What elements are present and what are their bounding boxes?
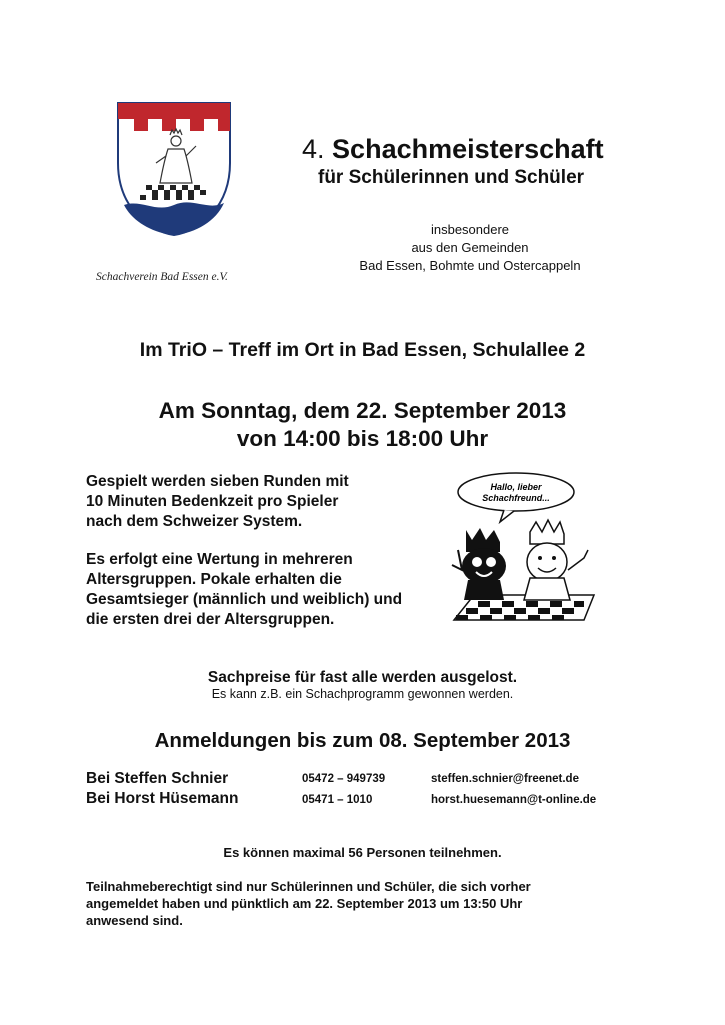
region-info (300, 221, 640, 275)
rules-paragraph-2 (86, 550, 402, 630)
region-line: insbesondere (430, 222, 510, 237)
title-number: 4. (302, 134, 325, 164)
contact-name: Bei Horst Hüsemann (86, 790, 239, 807)
svg-text:Hallo, lieber: Hallo, lieber (490, 482, 542, 492)
text-line: die ersten drei der Altersgruppen. (86, 611, 335, 628)
prize-headline: Sachpreise für fast alle werden ausgelost. (207, 669, 518, 686)
chess-cartoon (444, 470, 604, 642)
max-participants: Es können maximal 56 Personen teilnehmen. (223, 845, 502, 860)
text-line: Es erfolgt eine Wertung in mehreren (86, 551, 353, 568)
rules-paragraph-1 (86, 472, 349, 532)
text-line: Gespielt werden sieben Runden mit (86, 473, 349, 490)
event-title (302, 134, 604, 165)
text-line: 10 Minuten Bedenkzeit pro Spieler (86, 493, 339, 510)
chess-pieces-icon (444, 470, 604, 642)
contact-email[interactable]: horst.huesemann@t-online.de (431, 794, 597, 806)
region-line: Bad Essen, Bohmte und Ostercappeln (359, 258, 581, 273)
contact-name: Bei Steffen Schnier (86, 770, 229, 787)
club-name: Schachverein Bad Essen e.V. (96, 271, 228, 283)
event-subtitle: für Schülerinnen und Schüler (318, 167, 585, 188)
contact-phone: 05472 – 949739 (302, 773, 386, 785)
registration-deadline: Anmeldungen bis zum 08. September 2013 (154, 729, 571, 752)
event-time: von 14:00 bis 18:00 Uhr (236, 426, 489, 451)
prize-detail: Es kann z.B. ein Schachprogramm gewonnen werden. (211, 687, 514, 701)
text-line: angemeldet haben und pünktlich am 22. September 2013 um 13:50 Uhr (86, 896, 523, 911)
club-crest-icon (116, 101, 232, 237)
contact-email[interactable]: steffen.schnier@freenet.de (431, 773, 579, 785)
text-line: Teilnahmeberechtigt sind nur Schülerinnen und Schüler, die sich vorher (86, 879, 531, 894)
text-line: nach dem Schweizer System. (86, 513, 303, 530)
title-main: Schachmeisterschaft (332, 134, 604, 164)
text-line: Altersgruppen. Pokale erhalten die (86, 571, 342, 588)
contact-phone: 05471 – 1010 (302, 794, 373, 806)
text-line: anwesend sind. (86, 913, 183, 928)
eligibility-note (86, 878, 606, 929)
svg-text:Schachfreund...: Schachfreund... (482, 493, 550, 503)
venue: Im TriO – Treff im Ort in Bad Essen, Schulallee 2 (139, 339, 586, 361)
event-date: Am Sonntag, dem 22. September 2013 (158, 398, 567, 423)
text-line: Gesamtsieger (männlich und weiblich) und (86, 591, 403, 608)
region-line: aus den Gemeinden (411, 240, 529, 255)
